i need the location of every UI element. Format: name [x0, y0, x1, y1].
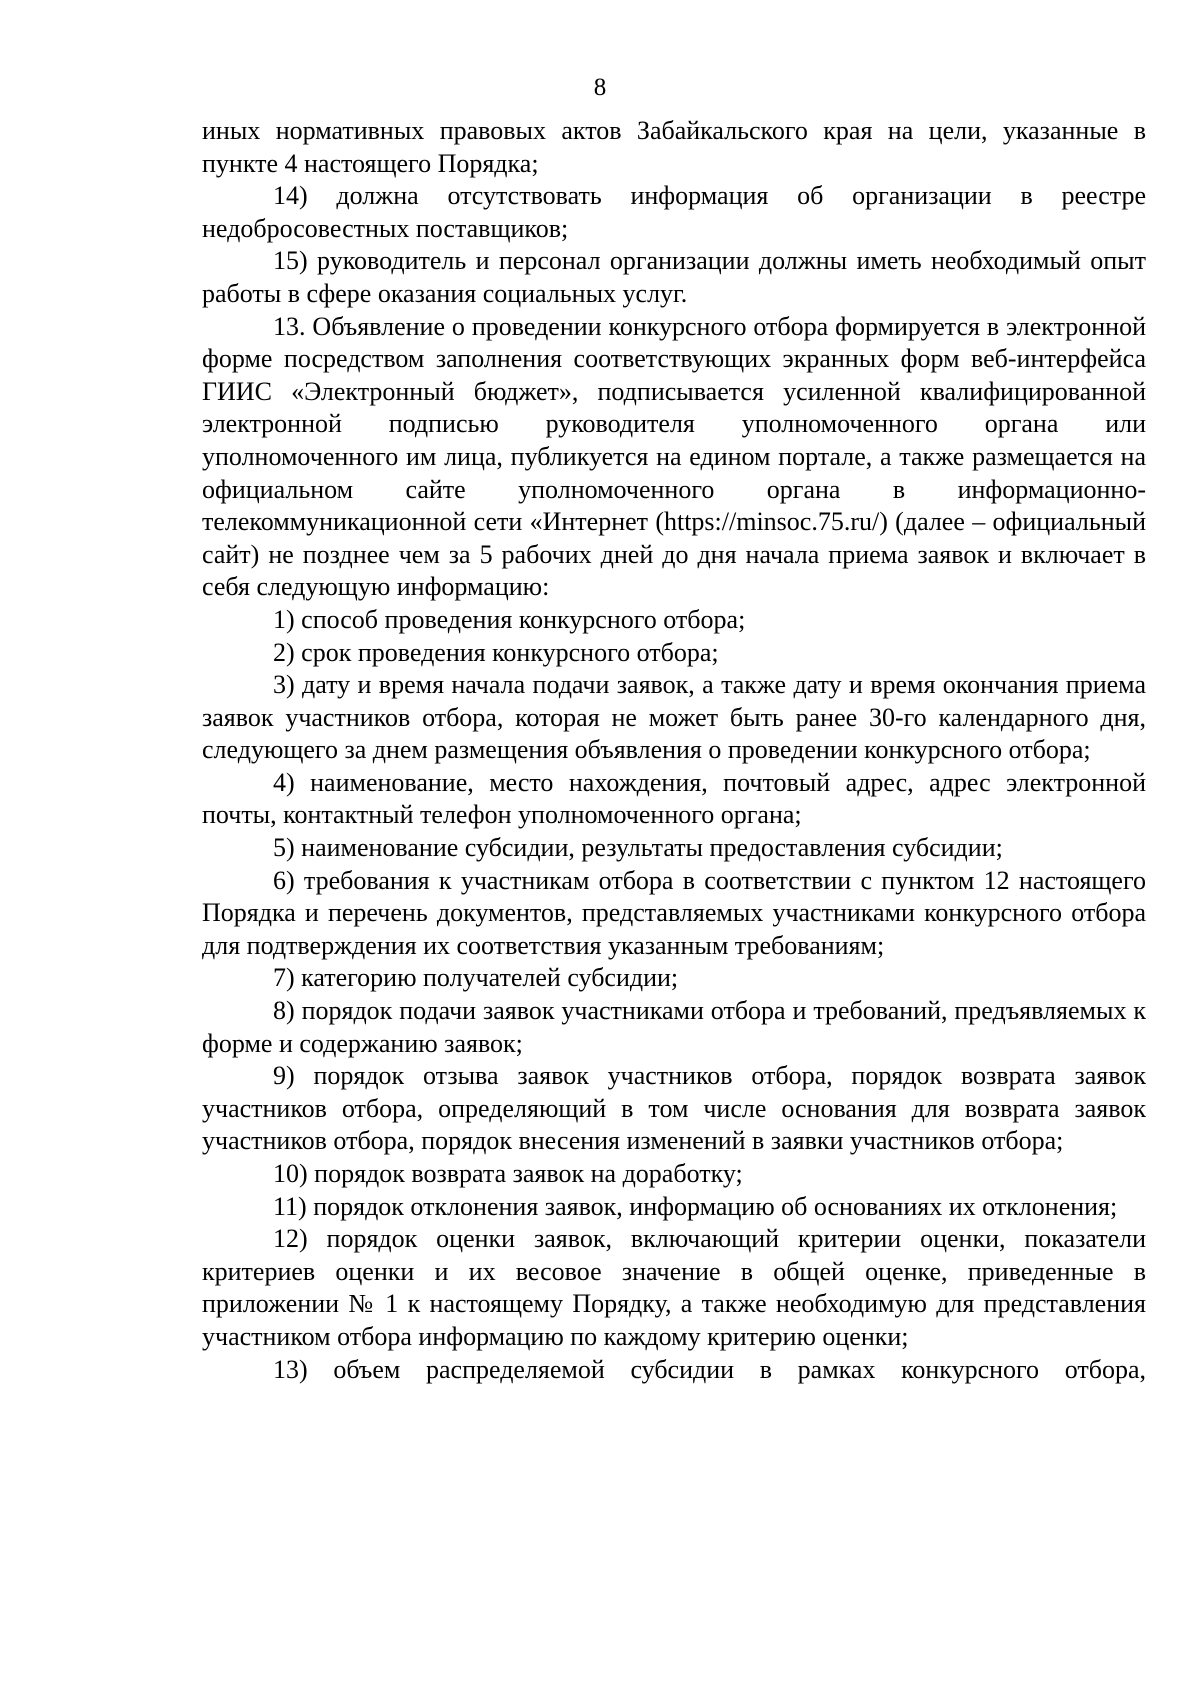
paragraph-list-item-5: 5) наименование субсидии, результаты предоставления субсидии; — [273, 833, 1003, 863]
paragraph-list-item-2: 2) срок проведения конкурсного отбора; — [273, 637, 719, 667]
paragraph-list-item-11: 11) порядок отклонения заявок, информацию об основаниях их отклонения; — [273, 1191, 1118, 1221]
paragraph-item-15: 15) руководитель и персонал организации должны иметь необходимый опыт работы в сфере оказания социальных услуг. — [202, 246, 1146, 308]
paragraph-continuation: иных нормативных правовых актов Забайкальского края на цели, указанные в пункте 4 настоящего Порядка; — [202, 116, 1146, 178]
paragraph-list-item-6: 6) требования к участникам отбора в соответствии с пунктом 12 настоящего Порядка и перечень документов, представляемых участниками конкурсного отбора для подтверждения их соответствия указанным требованиям; — [202, 865, 1146, 960]
paragraph-list-item-9: 9) порядок отзыва заявок участников отбора, порядок возврата заявок участников отбора, определяющий в том числе основания для возврата заявок участников отбора, порядок внесения изменений в заявки участников отбора; — [202, 1061, 1146, 1156]
paragraph-item-14: 14) должна отсутствовать информация об организации в реестре недобросовестных поставщиков; — [202, 181, 1146, 243]
paragraph-list-item-7: 7) категорию получателей субсидии; — [273, 963, 679, 993]
paragraph-list-item-4: 4) наименование, место нахождения, почтовый адрес, адрес электронной почты, контактный телефон уполномоченного органа; — [202, 767, 1146, 830]
paragraph-list-item-8: 8) порядок подачи заявок участниками отбора и требований, предъявляемых к форме и содержанию заявок; — [202, 996, 1146, 1058]
paragraph-list-item-1: 1) способ проведения конкурсного отбора; — [273, 604, 746, 634]
page-number: 8 — [593, 74, 607, 101]
paragraph-list-item-13: 13) объем распределяемой субсидии в рамках конкурсного отбора, — [273, 1354, 1146, 1384]
paragraph-list-item-10: 10) порядок возврата заявок на доработку; — [273, 1159, 743, 1188]
paragraph-list-item-12: 12) порядок оценки заявок, включающий критерии оценки, показатели критериев оценки и их весовое значение в общей оценке, приведенные в приложении № 1 к настоящему Порядку, а также необходимую для представления участником отбора информацию по каждому критерию оценки; — [202, 1224, 1146, 1351]
document-body — [202, 115, 1146, 1386]
paragraph-section-13: 13. Объявление о проведении конкурсного отбора формируется в электронной форме посредством заполнения соответствующих экранных форм веб-интерфейса ГИИС «Электронный бюджет», подписывается усиленной квалифицированной электронной подписью руководителя уполномоченного органа или уполномоченного им лица, публикуется на едином портале, а также размещается на официальном сайте уполномоченного органа в информационно-телекоммуникационной сети «Интернет (https://minsoc.75.ru/) (далее – официальный сайт) не позднее чем за 5 рабочих дней до дня начала приема заявок и включает в себя следующую информацию: — [202, 311, 1146, 602]
paragraph-list-item-3: 3) дату и время начала подачи заявок, а также дату и время окончания приема заявок участников отбора, которая не может быть ранее 30-го календарного дня, следующего за днем размещения объявления о проведении конкурсного отбора; — [202, 670, 1146, 765]
